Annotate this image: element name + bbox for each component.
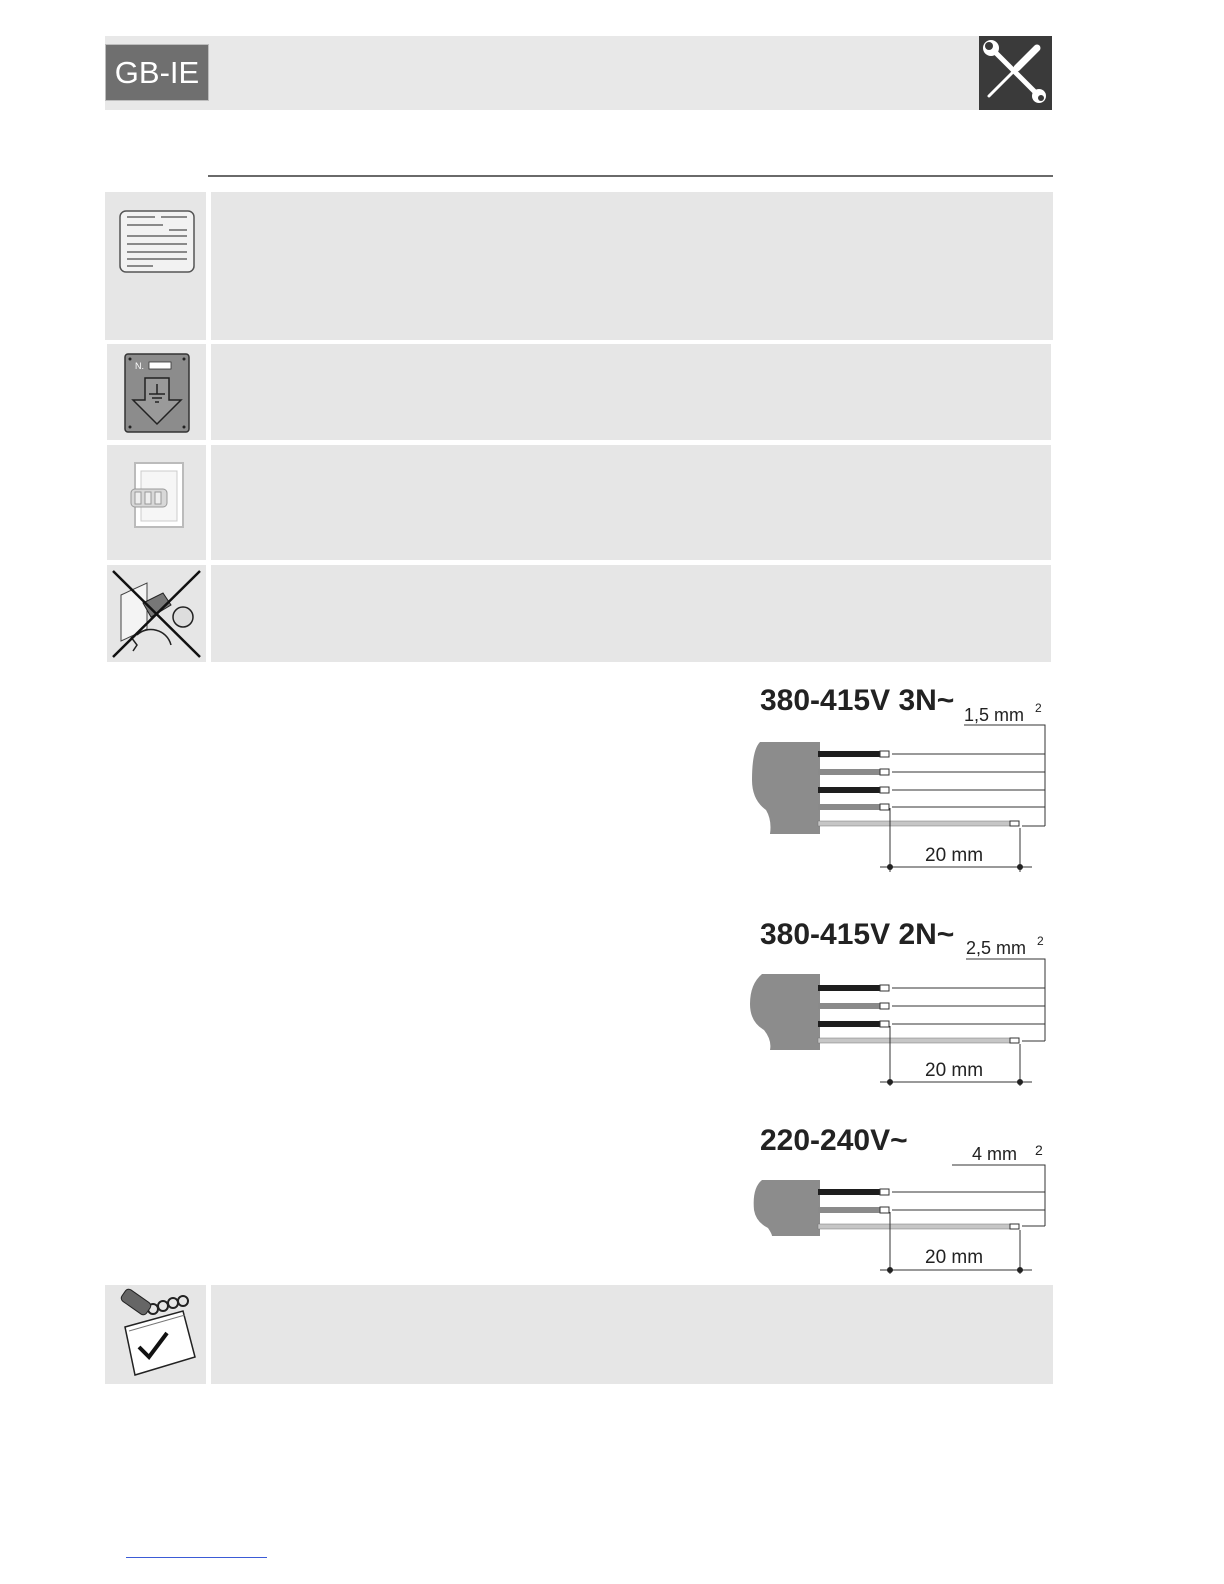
note-icon-cell bbox=[107, 445, 206, 560]
rating-plate-icon bbox=[105, 192, 206, 340]
wiring-diagram-2n bbox=[740, 914, 1060, 1094]
strip-length-label: 20 mm bbox=[925, 845, 984, 866]
wiring-diagram-single-phase bbox=[740, 1120, 1060, 1280]
voltage-label: 220-240V~ bbox=[760, 1124, 908, 1157]
note-text-panel bbox=[211, 565, 1051, 662]
note-icon-cell bbox=[107, 565, 206, 662]
earth-terminal-icon bbox=[107, 344, 206, 440]
cable-section-label: 4 mm bbox=[972, 1144, 1017, 1164]
plug-body bbox=[752, 742, 820, 834]
cable-section-label: 1,5 mm bbox=[964, 705, 1025, 725]
note-text-panel bbox=[211, 344, 1051, 440]
plug-body bbox=[754, 1180, 820, 1236]
svg-text:N.: N. bbox=[135, 361, 144, 371]
voltage-label: 380-415V 3N~ bbox=[760, 684, 955, 717]
no-adapter-icon bbox=[107, 565, 206, 662]
notepad-check-icon bbox=[105, 1285, 206, 1384]
strip-length-label: 20 mm bbox=[925, 1060, 984, 1081]
wiring-diagram-3n bbox=[740, 680, 1060, 880]
cable-section-sup: 2 bbox=[1035, 1142, 1043, 1158]
voltage-label: 380-415V 2N~ bbox=[760, 918, 955, 951]
footer-link-underline[interactable] bbox=[126, 1557, 267, 1558]
circuit-breaker-icon bbox=[107, 445, 206, 560]
note-text-panel bbox=[211, 192, 1053, 340]
cable-section-label: 2,5 mm bbox=[966, 938, 1027, 958]
strip-length-label: 20 mm bbox=[925, 1247, 984, 1268]
language-badge: GB-IE bbox=[105, 44, 209, 101]
note-icon-cell bbox=[105, 1285, 206, 1384]
section-divider bbox=[208, 175, 1053, 177]
header-band bbox=[105, 36, 1052, 110]
wire-set bbox=[818, 1189, 1019, 1229]
note-icon-cell bbox=[107, 344, 206, 440]
cable-section-sup: 2 bbox=[1035, 701, 1042, 715]
plug-body bbox=[750, 974, 820, 1050]
note-icon-cell bbox=[105, 192, 206, 340]
note-text-panel bbox=[211, 1285, 1053, 1384]
cable-section-sup: 2 bbox=[1037, 934, 1044, 948]
wire-set bbox=[818, 751, 1019, 826]
wire-set bbox=[818, 985, 1019, 1043]
note-text-panel bbox=[211, 445, 1051, 560]
tools-icon bbox=[979, 36, 1052, 110]
